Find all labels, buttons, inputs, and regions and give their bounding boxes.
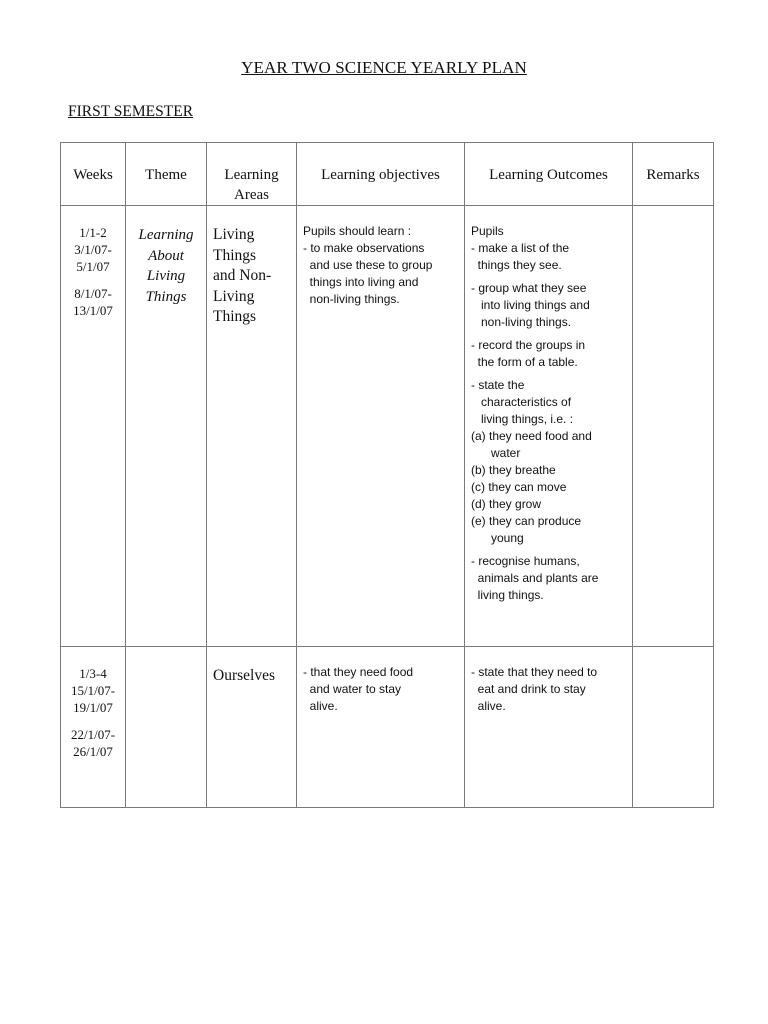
outcome-line: non-living things. (471, 315, 572, 329)
outcome-line: the form of a table. (471, 355, 578, 369)
list-item: (c) they can move (471, 480, 567, 494)
theme-line: Things (145, 288, 187, 305)
document-title: YEAR TWO SCIENCE YEARLY PLAN (241, 58, 527, 77)
header-remarks: Remarks (633, 143, 714, 206)
table-row (61, 206, 714, 647)
objective-line: - to make observations (303, 241, 425, 255)
header-learning-areas-line: Learning (224, 167, 279, 183)
outcome-line: - recognise humans, (471, 554, 580, 568)
weeks-cell (61, 206, 126, 647)
outcome-line: - state the (471, 378, 525, 392)
outcome-item (471, 280, 628, 331)
theme-line: Learning (138, 227, 194, 243)
semester-heading: FIRST SEMESTER (68, 103, 194, 120)
outcome-line: living things, i.e. : (471, 412, 574, 426)
theme-line: About (148, 247, 184, 264)
weeks-line: 26/1/07 (73, 744, 113, 759)
weeks-line: 8/1/07- (74, 286, 112, 301)
outcome-line: - record the groups in (471, 338, 586, 352)
objectives-cell (297, 647, 465, 808)
weeks-line: 1/1-2 (79, 225, 107, 240)
weeks-line: 22/1/07- (70, 727, 116, 742)
weeks-line: 1/3-4 (79, 666, 107, 681)
outcome-line: animals and plants are (471, 571, 599, 585)
theme-cell (126, 647, 207, 808)
outcome-item (471, 553, 628, 604)
list-item: young (471, 531, 524, 545)
characteristics-list (471, 428, 628, 547)
area-line: and Non- (213, 267, 272, 284)
learning-area-cell (207, 206, 297, 647)
objective-line: things into living and (303, 275, 419, 289)
objective-line: - that they need food (303, 665, 414, 679)
list-item: water (471, 446, 521, 460)
area-line: Ourselves (213, 667, 275, 684)
objective-line: alive. (303, 699, 338, 713)
header-weeks: Weeks (61, 143, 126, 206)
area-line: Living (213, 226, 255, 243)
theme-line: Living (146, 268, 186, 284)
header-learning-outcomes: Learning Outcomes (465, 143, 633, 206)
outcome-item (471, 377, 628, 428)
list-item: (a) they need food and (471, 429, 592, 443)
area-line: Things (213, 246, 257, 264)
outcome-item (471, 337, 628, 371)
list-item: (b) they breathe (471, 463, 556, 477)
outcome-line: living things. (471, 588, 544, 602)
list-item: (e) they can produce (471, 514, 582, 528)
outcomes-cell (465, 206, 633, 647)
outcome-line: alive. (471, 699, 506, 713)
outcome-item (471, 240, 628, 274)
outcome-line: into living things and (471, 298, 590, 312)
weeks-cell (61, 647, 126, 808)
header-theme: Theme (126, 143, 207, 206)
yearly-plan-table (60, 142, 714, 808)
learning-area-cell (207, 647, 297, 808)
outcome-line: - make a list of the (471, 241, 570, 255)
list-item: (d) they grow (471, 497, 542, 511)
weeks-line: 19/1/07 (73, 700, 113, 715)
weeks-line: 3/1/07- (74, 242, 112, 257)
outcome-line: - group what they see (471, 281, 587, 295)
outcome-line: things they see. (471, 258, 562, 272)
objective-line: non-living things. (303, 292, 400, 306)
header-learning-areas (207, 143, 297, 206)
objectives-cell (297, 206, 465, 647)
header-learning-areas-line: Areas (234, 187, 269, 203)
objective-line: and use these to group (303, 258, 433, 272)
remarks-cell (633, 647, 714, 808)
weeks-line: 15/1/07- (70, 683, 116, 698)
weeks-line: 13/1/07 (73, 303, 113, 318)
outcome-line: eat and drink to stay (471, 682, 586, 696)
header-row (61, 143, 714, 206)
outcome-line: Pupils (471, 224, 504, 238)
table-row (61, 647, 714, 808)
weeks-line: 5/1/07 (76, 259, 110, 274)
objective-line: Pupils should learn : (303, 224, 412, 238)
outcomes-cell (465, 647, 633, 808)
theme-cell (126, 206, 207, 647)
area-line: Living (213, 287, 255, 305)
outcome-line: - state that they need to (471, 665, 598, 679)
objective-line: and water to stay (303, 682, 402, 696)
outcome-line: characteristics of (471, 395, 572, 409)
area-line: Things (213, 308, 257, 325)
header-learning-objectives: Learning objectives (297, 143, 465, 206)
remarks-cell (633, 206, 714, 647)
